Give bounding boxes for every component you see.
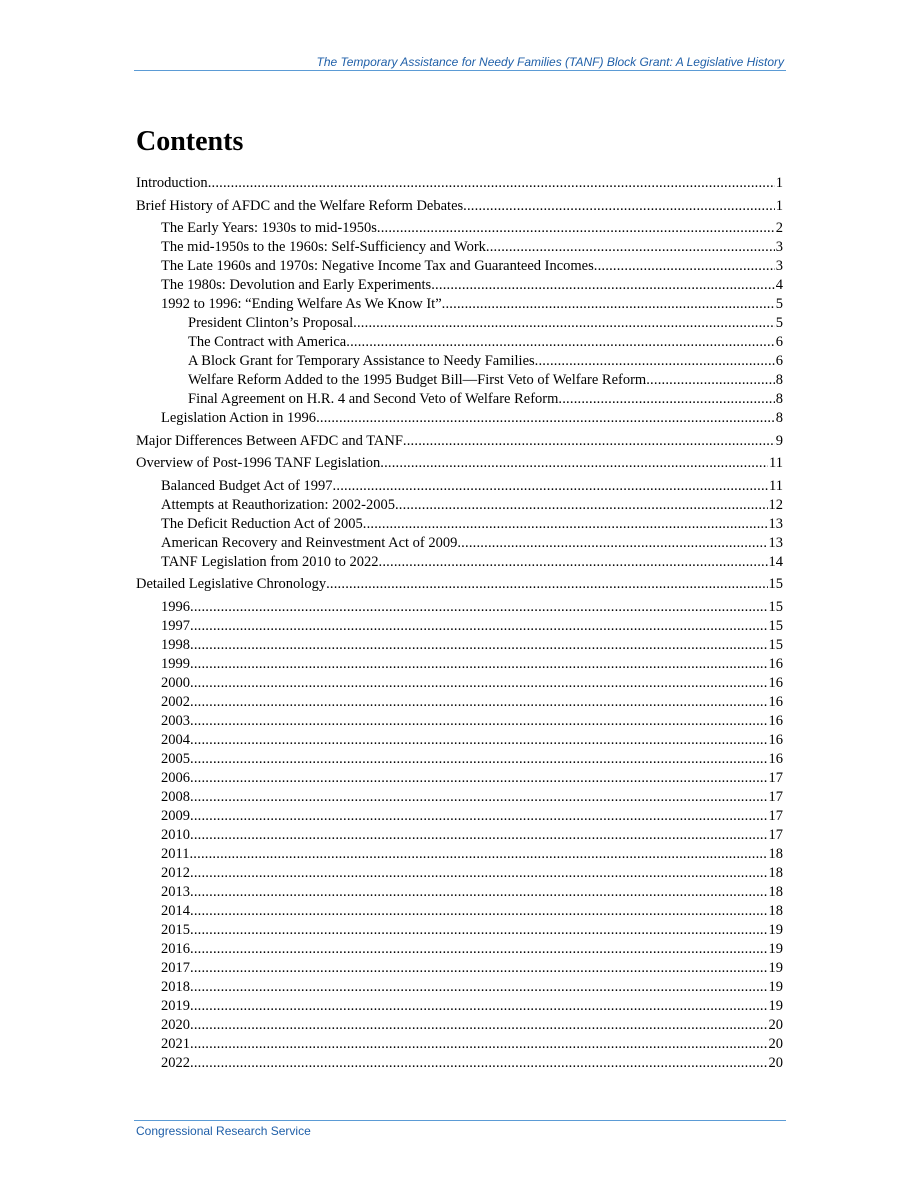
toc-entry-page-number: 20 <box>768 1054 783 1071</box>
toc-entry-page-number: 17 <box>768 807 783 824</box>
toc-entry-title: The Late 1960s and 1970s: Negative Income Tax and Guaranteed Incomes <box>161 258 594 274</box>
toc-entry[interactable] <box>136 432 783 451</box>
toc-dot-leader <box>457 534 767 553</box>
toc-dot-leader <box>190 712 768 731</box>
toc-entry[interactable] <box>136 174 783 193</box>
toc-entry-page-number: 18 <box>768 864 783 881</box>
toc-entry[interactable] <box>136 454 783 473</box>
toc-entry-title: Overview of Post-1996 TANF Legislation <box>136 455 381 471</box>
toc-dot-leader <box>380 454 768 473</box>
toc-dot-leader <box>346 333 775 352</box>
toc-dot-leader <box>395 496 768 515</box>
toc-entry-title: 2018 <box>161 978 190 995</box>
toc-entry[interactable] <box>136 1054 783 1073</box>
toc-dot-leader <box>190 864 768 883</box>
toc-entry[interactable] <box>136 826 783 845</box>
toc-dot-leader <box>190 826 768 845</box>
toc-dot-leader <box>190 750 768 769</box>
toc-entry-page-number: 19 <box>768 959 783 976</box>
toc-dot-leader <box>190 978 768 997</box>
toc-entry-page-number: 15 <box>768 617 783 634</box>
toc-entry-title: 2006 <box>161 769 190 786</box>
toc-entry[interactable] <box>136 655 783 674</box>
toc-entry-title: Legislation Action in 1996 <box>161 410 317 426</box>
toc-dot-leader <box>363 515 768 534</box>
toc-entry-page-number: 18 <box>768 883 783 900</box>
running-footer <box>134 1120 786 1138</box>
toc-entry[interactable] <box>136 496 783 515</box>
toc-entry[interactable] <box>136 553 783 572</box>
toc-dot-leader <box>326 575 767 594</box>
toc-entry-page-number: 19 <box>768 940 783 957</box>
toc-entry-title: 2002 <box>161 693 190 710</box>
toc-entry-page-number: 16 <box>768 712 783 729</box>
toc-entry-title: 2000 <box>161 674 190 691</box>
toc-entry[interactable] <box>136 959 783 978</box>
toc-entry-page-number: 2 <box>775 220 783 236</box>
toc-dot-leader <box>190 883 768 902</box>
toc-dot-leader <box>190 959 768 978</box>
toc-dot-leader <box>190 788 768 807</box>
toc-entry[interactable] <box>136 515 783 534</box>
contents-heading: Contents <box>136 126 244 157</box>
toc-dot-leader <box>190 769 768 788</box>
toc-entry[interactable] <box>136 534 783 553</box>
toc-entry[interactable] <box>136 409 783 428</box>
toc-entry[interactable] <box>136 333 783 352</box>
toc-entry-title: The Early Years: 1930s to mid-1950s <box>161 220 377 236</box>
toc-entry[interactable] <box>136 902 783 921</box>
toc-entry-title: Introduction <box>136 175 208 191</box>
toc-entry[interactable] <box>136 978 783 997</box>
toc-entry-title: 1997 <box>161 617 190 634</box>
toc-entry[interactable] <box>136 219 783 238</box>
table-of-contents <box>136 174 783 1073</box>
toc-dot-leader <box>190 655 768 674</box>
toc-entry-title: A Block Grant for Temporary Assistance to Needy Families <box>188 353 535 369</box>
toc-entry-page-number: 1 <box>775 175 783 191</box>
toc-dot-leader <box>190 636 768 655</box>
toc-dot-leader <box>190 1016 768 1035</box>
toc-entry-title: 2005 <box>161 750 190 767</box>
toc-entry-title: Detailed Legislative Chronology <box>136 576 327 592</box>
toc-entry-page-number: 20 <box>768 1035 783 1052</box>
toc-entry[interactable] <box>136 371 783 390</box>
toc-entry-page-number: 6 <box>775 353 783 369</box>
toc-entry-title: 2008 <box>161 788 190 805</box>
toc-entry[interactable] <box>136 477 783 496</box>
toc-entry-page-number: 16 <box>768 693 783 710</box>
toc-entry-title: 2022 <box>161 1054 190 1071</box>
toc-entry-page-number: 16 <box>768 750 783 767</box>
toc-entry[interactable] <box>136 352 783 371</box>
running-header-title: The Temporary Assistance for Needy Families (TANF) Block Grant: A Legislative History <box>316 55 784 69</box>
toc-entry[interactable] <box>136 883 783 902</box>
toc-entry-page-number: 11 <box>769 455 783 471</box>
toc-entry[interactable] <box>136 295 783 314</box>
toc-entry[interactable] <box>136 845 783 864</box>
toc-entry[interactable] <box>136 807 783 826</box>
toc-entry-title: 1998 <box>161 636 190 653</box>
toc-entry[interactable] <box>136 314 783 333</box>
toc-entry[interactable] <box>136 731 783 750</box>
toc-dot-leader <box>190 1035 768 1054</box>
toc-entry-page-number: 19 <box>768 921 783 938</box>
toc-dot-leader <box>190 674 768 693</box>
toc-entry-page-number: 8 <box>775 372 783 388</box>
toc-entry-title: 2010 <box>161 826 190 843</box>
toc-entry-title: 2013 <box>161 883 190 900</box>
toc-dot-leader <box>442 295 775 314</box>
toc-entry-page-number: 17 <box>768 826 783 843</box>
toc-entry-title: 2021 <box>161 1035 190 1052</box>
toc-entry[interactable] <box>136 712 783 731</box>
toc-dot-leader <box>431 276 775 295</box>
toc-entry[interactable] <box>136 769 783 788</box>
toc-entry-title: 2009 <box>161 807 190 824</box>
toc-dot-leader <box>190 921 768 940</box>
toc-entry-title: The 1980s: Devolution and Early Experiments <box>161 277 432 293</box>
toc-entry[interactable] <box>136 575 783 594</box>
toc-entry-page-number: 19 <box>768 997 783 1014</box>
toc-entry-title: 2020 <box>161 1016 190 1033</box>
toc-entry-title: 2017 <box>161 959 190 976</box>
toc-entry-title: 2016 <box>161 940 190 957</box>
toc-entry[interactable] <box>136 693 783 712</box>
toc-entry-title: 2019 <box>161 997 190 1014</box>
toc-entry-title: Balanced Budget Act of 1997 <box>161 477 333 494</box>
toc-entry-page-number: 12 <box>768 496 783 513</box>
toc-dot-leader <box>189 845 767 864</box>
toc-dot-leader <box>190 807 768 826</box>
toc-entry-title: Final Agreement on H.R. 4 and Second Veto of Welfare Reform <box>188 391 559 407</box>
toc-entry-page-number: 13 <box>768 515 783 532</box>
toc-dot-leader <box>190 997 768 1016</box>
toc-entry-title: The Contract with America <box>188 334 347 350</box>
toc-entry-page-number: 18 <box>768 902 783 919</box>
toc-dot-leader <box>403 432 775 451</box>
toc-entry-page-number: 4 <box>775 277 783 293</box>
running-header <box>134 55 786 71</box>
toc-entry-title: 2011 <box>161 845 190 862</box>
toc-entry[interactable] <box>136 390 783 409</box>
toc-entry-title: 2003 <box>161 712 190 729</box>
toc-dot-leader <box>190 693 768 712</box>
toc-dot-leader <box>379 553 768 572</box>
toc-entry-page-number: 6 <box>775 334 783 350</box>
toc-dot-leader <box>190 598 768 617</box>
toc-entry-title: Brief History of AFDC and the Welfare Reform Debates <box>136 197 464 214</box>
toc-entry-title: American Recovery and Reinvestment Act of 2009 <box>161 534 458 551</box>
toc-entry-page-number: 13 <box>768 534 783 551</box>
toc-entry[interactable] <box>136 238 783 257</box>
toc-entry-page-number: 5 <box>775 296 783 312</box>
toc-entry-title: 1992 to 1996: “Ending Welfare As We Know It” <box>161 296 442 312</box>
toc-entry-title: 2004 <box>161 731 190 748</box>
toc-entry-page-number: 8 <box>775 391 783 407</box>
toc-entry-page-number: 5 <box>775 315 783 331</box>
toc-dot-leader <box>316 409 775 428</box>
toc-entry-page-number: 19 <box>768 978 783 995</box>
toc-entry-page-number: 20 <box>768 1016 783 1033</box>
toc-entry-page-number: 9 <box>775 432 783 449</box>
toc-entry[interactable] <box>136 997 783 1016</box>
toc-entry-title: 2014 <box>161 902 190 919</box>
toc-entry-page-number: 11 <box>769 477 783 494</box>
toc-entry-page-number: 16 <box>768 655 783 672</box>
toc-entry-title: Major Differences Between AFDC and TANF <box>136 432 403 449</box>
toc-entry-title: Welfare Reform Added to the 1995 Budget Bill—First Veto of Welfare Reform <box>188 372 647 388</box>
toc-entry-page-number: 1 <box>775 197 783 214</box>
toc-entry[interactable] <box>136 864 783 883</box>
toc-entry-page-number: 8 <box>775 410 783 426</box>
footer-publisher: Congressional Research Service <box>136 1124 311 1138</box>
toc-entry-title: 1999 <box>161 655 190 672</box>
toc-entry-title: 2015 <box>161 921 190 938</box>
toc-entry-page-number: 15 <box>768 598 783 615</box>
toc-entry[interactable] <box>136 1035 783 1054</box>
toc-entry[interactable] <box>136 617 783 636</box>
toc-entry-page-number: 15 <box>768 636 783 653</box>
toc-entry[interactable] <box>136 788 783 807</box>
toc-entry-page-number: 3 <box>775 258 783 274</box>
toc-entry-title: The mid-1950s to the 1960s: Self-Sufficiency and Work <box>161 239 486 255</box>
toc-entry-page-number: 17 <box>768 769 783 786</box>
toc-entry-title: 1996 <box>161 598 190 615</box>
toc-entry[interactable] <box>136 674 783 693</box>
toc-entry[interactable] <box>136 197 783 216</box>
toc-dot-leader <box>646 371 775 390</box>
toc-entry-page-number: 3 <box>775 239 783 255</box>
toc-dot-leader <box>333 477 768 496</box>
toc-dot-leader <box>190 902 768 921</box>
toc-entry[interactable] <box>136 257 783 276</box>
toc-dot-leader <box>377 219 775 238</box>
toc-dot-leader <box>190 940 768 959</box>
toc-entry[interactable] <box>136 276 783 295</box>
toc-entry-page-number: 17 <box>768 788 783 805</box>
toc-entry-title: The Deficit Reduction Act of 2005 <box>161 515 363 532</box>
toc-dot-leader <box>594 257 775 276</box>
toc-entry-title: 2012 <box>161 864 190 881</box>
toc-entry-page-number: 16 <box>768 731 783 748</box>
toc-dot-leader <box>353 314 775 333</box>
toc-entry-title: TANF Legislation from 2010 to 2022 <box>161 553 379 570</box>
toc-entry[interactable] <box>136 636 783 655</box>
toc-dot-leader <box>190 731 768 750</box>
toc-dot-leader <box>190 617 768 636</box>
toc-entry[interactable] <box>136 598 783 617</box>
toc-dot-leader <box>486 238 775 257</box>
toc-entry-page-number: 14 <box>768 553 783 570</box>
toc-entry[interactable] <box>136 750 783 769</box>
toc-entry-page-number: 15 <box>768 576 783 592</box>
toc-dot-leader <box>558 390 774 409</box>
toc-entry[interactable] <box>136 1016 783 1035</box>
toc-entry-title: President Clinton’s Proposal <box>188 315 354 331</box>
toc-entry[interactable] <box>136 940 783 959</box>
toc-dot-leader <box>535 352 775 371</box>
toc-dot-leader <box>208 174 775 193</box>
toc-dot-leader <box>463 197 775 216</box>
toc-entry-page-number: 18 <box>768 845 783 862</box>
toc-entry-title: Attempts at Reauthorization: 2002-2005 <box>161 496 395 513</box>
toc-dot-leader <box>190 1054 768 1073</box>
toc-entry[interactable] <box>136 921 783 940</box>
toc-entry-page-number: 16 <box>768 674 783 691</box>
